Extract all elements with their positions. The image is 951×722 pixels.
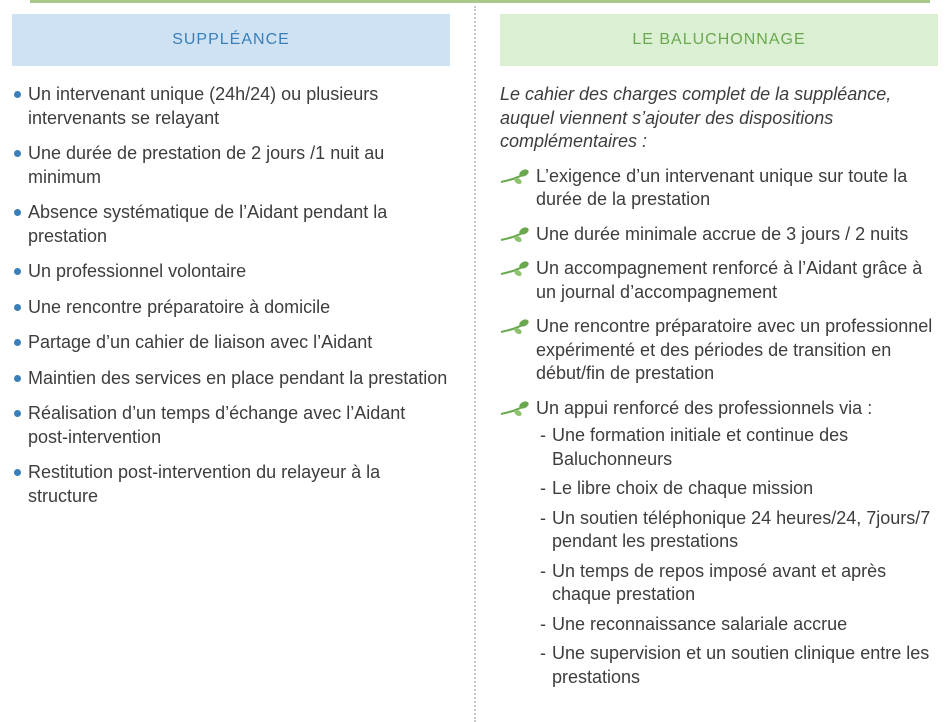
baluchonnage-intro: Le cahier des charges complet de la suppléance, auquel viennent s’ajouter des dispositions complémentaires : (500, 84, 892, 151)
list-item: Un appui renforcé des professionnels via : - Une formation initiale et continue des Baluchonneurs - Le libre choix de chaque mission - Un soutien téléphonique 24 heures/24, 7jours/7 pendant les prestations - Un temps de repos imposé avant et après chaque prestation - Une reconnaissance salariale accrue - Une supervision et un soutien clinique entre les prestations (500, 397, 938, 690)
bullet-dot-icon (14, 150, 21, 157)
list-item: Un professionnel volontaire (12, 260, 450, 284)
list-item: Restitution post-intervention du relayeur à la structure (12, 461, 450, 508)
baluchonnage-header: LE BALUCHONNAGE (500, 14, 938, 66)
leaf-sprout-icon (500, 167, 532, 187)
list-item: Une durée de prestation de 2 jours /1 nuit au minimum (12, 142, 450, 189)
bullet-dot-icon (14, 375, 21, 382)
suppleance-list (12, 83, 450, 508)
list-item: L’exigence d’un intervenant unique sur toute la durée de la prestation (500, 165, 938, 212)
list-item: Un accompagnement renforcé à l’Aidant grâce à un journal d’accompagnement (500, 257, 938, 304)
sub-list-item: - Une reconnaissance salariale accrue (540, 613, 848, 634)
leaf-sprout-icon (500, 225, 532, 245)
baluchonnage-column (500, 14, 938, 700)
sub-list-item: - Un temps de repos imposé avant et après chaque prestation (540, 560, 887, 604)
bullet-dot-icon (14, 469, 21, 476)
sub-list-item: - Un soutien téléphonique 24 heures/24, 7jours/7 pendant les prestations (540, 507, 931, 551)
leaf-sprout-icon (500, 399, 532, 419)
bullet-dot-icon (14, 268, 21, 275)
leaf-sprout-icon (500, 259, 532, 279)
list-item: Une rencontre préparatoire à domicile (12, 296, 450, 320)
suppleance-column (12, 14, 450, 520)
bullet-dot-icon (14, 339, 21, 346)
baluchonnage-list (500, 165, 938, 690)
bullet-dot-icon (14, 209, 21, 216)
sub-list-item: - Une supervision et un soutien clinique entre les prestations (540, 643, 930, 687)
top-rule (30, 0, 930, 3)
bullet-dot-icon (14, 410, 21, 417)
sub-list-item: - Une formation initiale et continue des Baluchonneurs (540, 425, 849, 469)
list-item: Une rencontre préparatoire avec un professionnel expérimenté et des périodes de transition en début/fin de prestation (500, 315, 938, 386)
list-item: Maintien des services en place pendant la prestation (12, 367, 450, 391)
list-item: Une durée minimale accrue de 3 jours / 2 nuits (500, 223, 938, 247)
bullet-dot-icon (14, 304, 21, 311)
sub-list-item: - Le libre choix de chaque mission (540, 478, 814, 498)
leaf-sprout-icon (500, 317, 532, 337)
column-divider (474, 6, 476, 722)
bullet-dot-icon (14, 91, 21, 98)
suppleance-header: SUPPLÉANCE (12, 14, 450, 66)
support-sublist (526, 424, 938, 689)
list-item: Absence systématique de l’Aidant pendant la prestation (12, 201, 450, 248)
list-item: Partage d’un cahier de liaison avec l’Aidant (12, 331, 450, 355)
list-item: Un intervenant unique (24h/24) ou plusieurs intervenants se relayant (12, 83, 450, 130)
list-item: Réalisation d’un temps d’échange avec l’Aidant post-intervention (12, 402, 450, 449)
